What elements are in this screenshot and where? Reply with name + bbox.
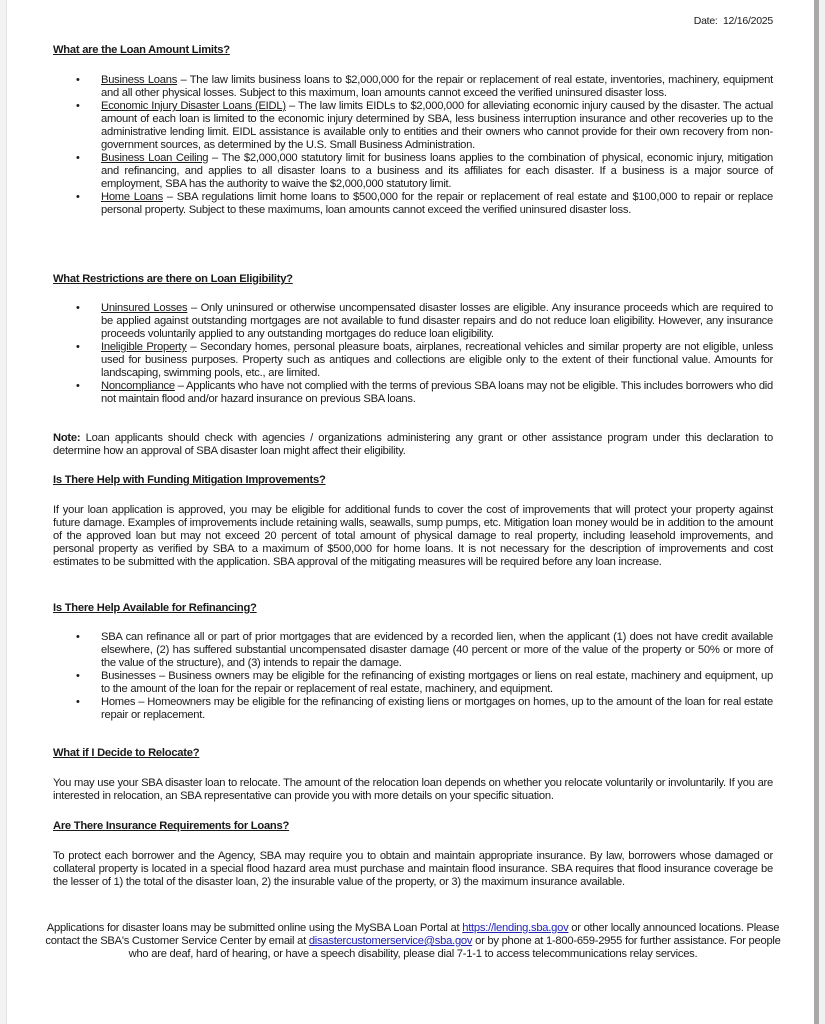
footer-text-1: Applications for disaster loans may be submitted online using the MySBA Loan Portal at xyxy=(46,922,463,934)
term-uninsured-losses: Uninsured Losses xyxy=(101,302,188,314)
bullet-icon: • xyxy=(76,696,80,708)
bullet-icon: • xyxy=(76,74,80,86)
list-item xyxy=(53,191,773,217)
loan-limits-list xyxy=(53,74,773,217)
portal-link[interactable]: https://lending.sba.gov xyxy=(462,922,569,934)
footer-text-3: or by phone at 1-800-659-2955 for further assistance. For people who are deaf, hard of hearing, or have a speech disability, please dial 7-1-1 to access telecommunications relay services. xyxy=(128,935,781,960)
email-link[interactable]: disastercustomerservice@sba.gov xyxy=(308,935,473,947)
item-text: Businesses – Business owners may be eligible for the refinancing of existing mortgages or liens on real estate, machinery and equipment, up to the amount of the loan for the repair or replacement of real estate, machinery, and equipment. xyxy=(101,670,773,695)
list-item xyxy=(53,100,773,152)
bullet-icon: • xyxy=(76,631,80,643)
refinancing-list xyxy=(53,631,773,722)
page-left-edge xyxy=(0,0,7,1024)
item-text: – The law limits business loans to $2,000,000 for the repair or replacement of real estate, inventories, machinery, equipment and all other physical losses. Subject to this maximum, loan amounts cannot exceed the verified uninsured disaster loss. xyxy=(101,74,773,99)
list-item xyxy=(53,341,773,380)
bullet-icon: • xyxy=(76,380,80,392)
item-text: Homes – Homeowners may be eligible for the refinancing of existing liens or mortgages on homes, up to the amount of the loan for real estate repair or replacement. xyxy=(101,696,773,721)
term-business-loan-ceiling: Business Loan Ceiling xyxy=(101,152,209,164)
note-label: Note: xyxy=(53,432,81,444)
item-text: SBA can refinance all or part of prior mortgages that are evidenced by a recorded lien, when the applicant (1) does not have credit available elsewhere, (2) has suffered substantial uncompensated disaster damage (40 percent or more of the value of the property or 50% or more of the value of the structure), and (3) intends to repair the damage. xyxy=(101,631,773,669)
bullet-icon: • xyxy=(76,341,80,353)
term-noncompliance: Noncompliance xyxy=(101,380,175,392)
date-label: Date: xyxy=(693,15,718,27)
item-text: – Applicants who have not complied with the terms of previous SBA loans may not be eligible. This includes borrowers who did not maintain flood and/or hazard insurance on previous SBA loans. xyxy=(101,380,773,405)
heading-loan-amount-limits: What are the Loan Amount Limits? xyxy=(53,44,230,56)
heading-refinancing: Is There Help Available for Refinancing? xyxy=(53,602,257,614)
bullet-icon: • xyxy=(76,100,80,112)
footer-contact-paragraph xyxy=(45,922,781,961)
term-eidl: Economic Injury Disaster Loans (EIDL) xyxy=(101,100,286,112)
footer-text-2: or other locally announced locations. Please contact the SBA's Customer Service Center by email at xyxy=(45,922,780,947)
heading-mitigation: Is There Help with Funding Mitigation Improvements? xyxy=(53,474,326,486)
mitigation-paragraph: If your loan application is approved, you may be eligible for additional funds to cover the cost of improvements that will protect your property against future damage. Examples of improvements include retaining walls, seawalls, sump pumps, etc. Mitigation loan money would be in addition to the amount of the approved loan but may not exceed 20 percent of total amount of physical damage to real property, including leasehold improvements, and personal property as verified by SBA to a maximum of $500,000 for home loans. It is not necessary for the description of improvements and cost estimates to be submitted with the application. SBA approval of the mitigating measures will be required before any loan increase. xyxy=(53,504,773,568)
item-text: – Only uninsured or otherwise uncompensated disaster losses are eligible. Any insurance proceeds which are required to be applied against outstanding mortgages are not available to fund disaster repairs and do not reduce loan eligibility. However, any insurance proceeds voluntarily applied to any outstanding mortgages do reduce loan eligibility. xyxy=(101,302,773,340)
note-text: Loan applicants should check with agencies / organizations administering any grant or other assistance program under this declaration to determine how an approval of SBA disaster loan might affect their eligibility. xyxy=(53,432,773,457)
item-text: – The law limits EIDLs to $2,000,000 for alleviating economic injury caused by the disaster. The actual amount of each loan is limited to the economic injury determined by SBA, less business interruption insurance and other recoveries up to the administrative lending limit. EIDL assistance is available only to entities and their owners who cannot provide for their own recovery from non-government sources, as determined by the U.S. Small Business Administration. xyxy=(101,100,774,151)
item-text: – Secondary homes, personal pleasure boats, airplanes, recreational vehicles and similar property are not eligible, unless used for business purposes. Property such as antiques and collections are eligible only to the extent of their functional value. Amounts for landscaping, swimming pools, etc., are limited. xyxy=(101,341,773,379)
bullet-icon: • xyxy=(76,191,80,203)
restrictions-list xyxy=(53,302,773,406)
list-item xyxy=(53,74,773,100)
list-item xyxy=(53,696,773,722)
heading-insurance: Are There Insurance Requirements for Loans? xyxy=(53,820,290,832)
list-item xyxy=(53,631,773,670)
list-item xyxy=(53,302,773,341)
item-text: – SBA regulations limit home loans to $500,000 for the repair or replacement of real estate and $100,000 to repair or replace personal property. Subject to these maximums, loan amounts cannot exceed the verified uninsured disaster loss. xyxy=(101,191,773,216)
relocate-paragraph: You may use your SBA disaster loan to relocate. The amount of the relocation loan depends on whether you relocate voluntarily or involuntarily. If you are interested in relocation, an SBA representative can provide you with more details on your specific situation. xyxy=(53,777,773,802)
term-ineligible-property: Ineligible Property xyxy=(101,341,187,353)
bullet-icon: • xyxy=(76,302,80,314)
insurance-paragraph: To protect each borrower and the Agency, SBA may require you to obtain and maintain appropriate insurance. By law, borrowers whose damaged or collateral property is located in a special flood hazard area must purchase and maintain flood insurance. SBA requires that flood insurance coverage be the lesser of 1) the total of the disaster loan, 2) the insurable value of the property, or 3) the maximum insurance available. xyxy=(53,850,773,888)
heading-relocate: What if I Decide to Relocate? xyxy=(53,747,200,759)
term-business-loans: Business Loans xyxy=(101,74,178,86)
date-value: 12/16/2025 xyxy=(722,15,773,27)
bullet-icon: • xyxy=(76,670,80,682)
item-text: – The $2,000,000 statutory limit for business loans applies to the combination of physical, economic injury, mitigation and refinancing, and applies to all disaster loans to a business and its affiliates for each disaster. If a business is a major source of employment, SBA has the authority to waive the $2,000,000 statutory limit. xyxy=(101,152,773,190)
heading-restrictions: What Restrictions are there on Loan Eligibility? xyxy=(53,273,293,285)
page-right-edge xyxy=(819,0,825,1024)
term-home-loans: Home Loans xyxy=(101,191,163,203)
list-item xyxy=(53,670,773,696)
list-item xyxy=(53,152,773,191)
bullet-icon: • xyxy=(76,152,80,164)
list-item xyxy=(53,380,773,406)
document-date xyxy=(694,15,773,28)
note-paragraph xyxy=(53,432,773,458)
